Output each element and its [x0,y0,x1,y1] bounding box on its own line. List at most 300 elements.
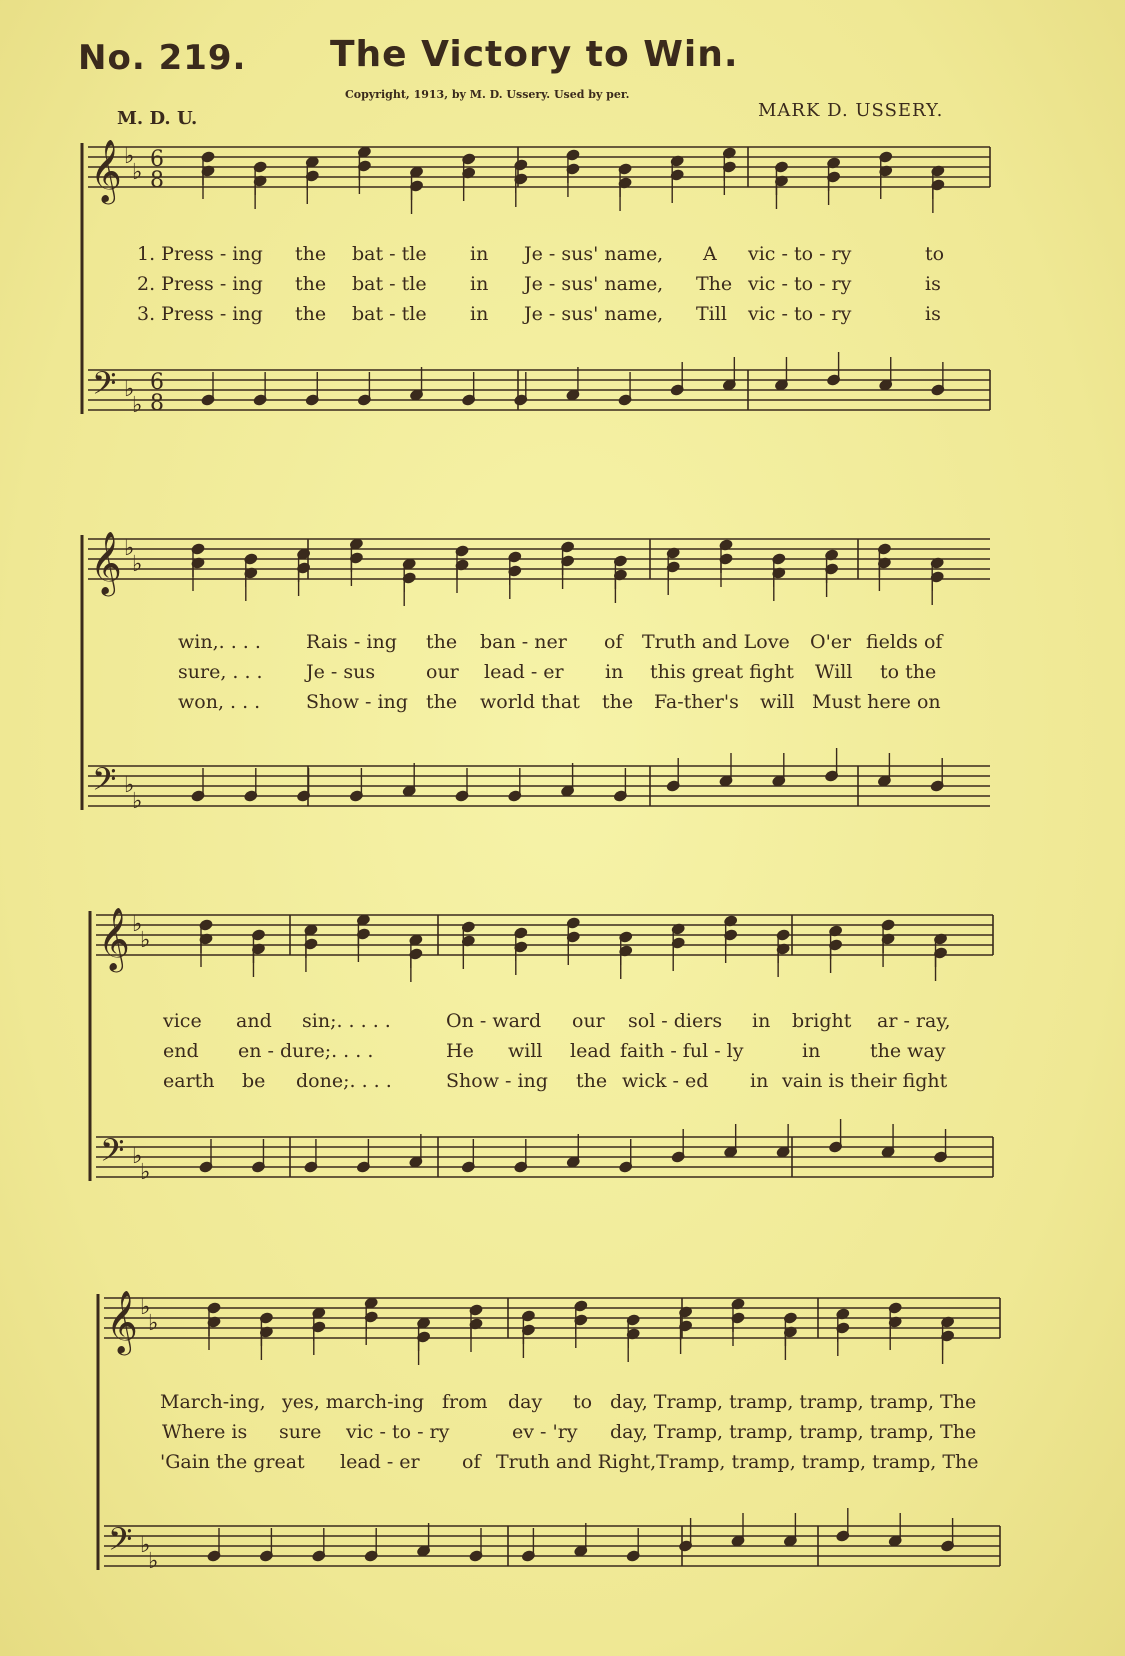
treble-note-icon [251,929,265,942]
lyric-syllable: 3. Press - ing [137,303,263,325]
copyright-notice: Copyright, 1913, by M. D. Ussery. Used by per. [345,88,630,101]
flat-icon: ♭ [132,552,143,577]
treble-note-icon [670,169,684,182]
bass-note-icon [626,1550,640,1563]
treble-note-icon [402,572,416,585]
lyric-syllable: Must here on [812,691,941,713]
lyric-syllable: vic - to - ry [748,273,852,295]
treble-note-icon [199,933,213,946]
verse-1-line-3 [0,1010,1125,1036]
treble-note-icon [618,163,632,176]
treble-note-icon [199,919,213,932]
lyric-syllable: the [295,303,327,325]
bass-note-icon [828,1141,842,1154]
lyric-syllable: in [752,1010,771,1032]
treble-note-icon [244,553,258,566]
treble-note-icon [259,1312,273,1325]
lyric-syllable: in [750,1070,769,1092]
bass-note-icon [560,785,574,798]
treble-note-icon [356,914,370,927]
lyric-syllable: vic - to - ry [346,1421,450,1443]
treble-note-icon [521,1310,535,1323]
verse-3-line-4 [0,1451,1125,1477]
lyric-syllable: to the [880,661,937,683]
treble-note-icon [783,1326,797,1339]
verse-1-line-1 [0,243,1125,269]
lyric-syllable: Je - sus' name, [524,303,664,325]
lyric-syllable: sure, . . . [178,661,263,683]
treble-note-icon [931,165,945,178]
music-credit: M. D. U. [117,108,198,129]
treble-note-icon [461,153,475,166]
treble-note-icon [619,945,633,958]
lyric-syllable: be [242,1070,266,1092]
treble-note-icon [461,921,475,934]
lyric-syllable: vic - to - ry [748,243,852,265]
treble-note-icon [670,155,684,168]
treble-clef-icon: 𝄞 [90,531,122,594]
bass-note-icon [304,1161,318,1174]
flat-icon: ♭ [140,928,151,953]
bass-note-icon [201,394,215,407]
lyric-syllable: to [573,1391,593,1413]
bass-clef-icon: 𝄢 [92,761,117,805]
verse-2-line-1 [0,273,1125,299]
lyric-syllable: sure [279,1421,322,1443]
treble-note-icon [402,558,416,571]
treble-note-icon [731,1298,745,1311]
treble-note-icon [836,1322,850,1335]
lyric-syllable: Show - ing [446,1070,548,1092]
lyric-syllable: is [925,303,941,325]
bass-note-icon [613,790,627,803]
bass-note-icon [618,394,632,407]
treble-note-icon [719,539,733,552]
hymn-number: No. 219. [78,38,247,78]
lyric-syllable: vain is their fight [782,1070,948,1092]
treble-note-icon [191,557,205,570]
treble-note-icon [666,561,680,574]
bass-note-icon [461,394,475,407]
treble-note-icon [824,563,838,576]
lyric-syllable: our [572,1010,605,1032]
treble-note-icon [774,161,788,174]
lyric-syllable: bat - tle [352,243,427,265]
treble-note-icon [940,1316,954,1329]
bass-note-icon [469,1550,483,1563]
bass-note-icon [666,780,680,793]
flat-icon: ♭ [124,377,135,402]
bass-note-icon [783,1535,797,1548]
lyric-syllable: 1. Press - ing [137,243,263,265]
treble-note-icon [671,923,685,936]
treble-note-icon [560,555,574,568]
treble-note-icon [416,1317,430,1330]
time-signature-numerator: 6 [150,370,164,395]
treble-note-icon [719,553,733,566]
lyric-syllable: Je - sus [306,661,376,683]
treble-clef-icon: 𝄞 [98,907,130,970]
lyric-syllable: March-ing, [160,1391,266,1413]
treble-note-icon [933,947,947,960]
lyric-syllable: bat - tle [352,303,427,325]
flat-icon: ♭ [140,1295,151,1320]
verse-1-line-2 [0,631,1125,657]
lyric-syllable: bright [792,1010,852,1032]
treble-clef-icon: 𝄞 [90,139,122,202]
lyric-syllable: He [446,1040,474,1062]
treble-note-icon [888,1302,902,1315]
lyric-syllable: 'Gain the great [160,1451,305,1473]
treble-note-icon [574,1314,588,1327]
treble-note-icon [469,1304,483,1317]
treble-clef-icon: 𝄞 [106,1290,138,1353]
treble-note-icon [879,165,893,178]
treble-note-icon [723,929,737,942]
bass-clef-icon: 𝄢 [100,1132,125,1176]
lyric-syllable: O'er [810,631,852,653]
lyric-syllable: Will [815,661,853,683]
lyric-syllable: lead - er [484,661,564,683]
bass-note-icon [824,770,838,783]
treble-note-icon [666,547,680,560]
treble-note-icon [613,569,627,582]
lyric-syllable: Truth and Love [642,631,790,653]
lyric-syllable: lead - er [340,1451,420,1473]
treble-note-icon [409,948,423,961]
bass-note-icon [931,384,945,397]
bass-note-icon [881,1146,895,1159]
treble-note-icon [508,565,522,578]
treble-note-icon [881,919,895,932]
treble-note-icon [409,180,423,193]
bass-note-icon [461,1161,475,1174]
treble-note-icon [305,170,319,183]
lyric-syllable: of [462,1451,481,1473]
lyric-syllable: end [163,1040,199,1062]
bass-note-icon [409,1156,423,1169]
treble-note-icon [364,1297,378,1310]
treble-note-icon [305,156,319,169]
lyric-syllable: day, Tramp, tramp, tramp, tramp, The [610,1391,977,1413]
bass-note-icon [671,1151,685,1164]
treble-note-icon [207,1316,221,1329]
bass-note-icon [253,394,267,407]
lyric-syllable: our [426,661,459,683]
flat-icon: ♭ [140,1533,151,1558]
treble-note-icon [619,931,633,944]
treble-note-icon [251,943,265,956]
bass-clef-icon: 𝄢 [92,365,117,409]
lyric-syllable: day [508,1391,543,1413]
treble-note-icon [514,159,528,172]
bass-note-icon [722,379,736,392]
lyric-syllable: the [602,691,634,713]
treble-note-icon [201,165,215,178]
bass-note-icon [930,780,944,793]
bass-note-icon [259,1550,273,1563]
lyric-syllable: the [295,273,327,295]
bass-note-icon [296,790,310,803]
treble-note-icon [826,157,840,170]
treble-note-icon [296,548,310,561]
treble-note-icon [469,1318,483,1331]
treble-note-icon [461,167,475,180]
bass-note-icon [508,790,522,803]
lyric-syllable: Truth and Right,Tramp, tramp, tramp, tramp, The [496,1451,979,1473]
treble-note-icon [455,545,469,558]
bass-note-icon [416,1545,430,1558]
treble-note-icon [678,1306,692,1319]
flat-icon: ♭ [132,1144,143,1169]
lyric-syllable: Rais - ing [306,631,397,653]
bass-note-icon [305,394,319,407]
treble-note-icon [244,567,258,580]
treble-note-icon [296,562,310,575]
lyric-syllable: A [703,243,717,265]
treble-note-icon [940,1330,954,1343]
treble-note-icon [930,571,944,584]
lyric-syllable: vic - to - ry [748,303,852,325]
treble-note-icon [574,1300,588,1313]
verse-3-line-1 [0,303,1125,329]
treble-note-icon [514,941,528,954]
bass-note-icon [191,790,205,803]
lyric-syllable: 2. Press - ing [137,273,263,295]
lyric-syllable: in [470,273,489,295]
hymn-title: The Victory to Win. [330,34,739,75]
treble-note-icon [828,925,842,938]
bass-note-icon [877,775,891,788]
lyric-syllable: win,. . . . [178,631,261,653]
treble-note-icon [560,541,574,554]
treble-note-icon [776,929,790,942]
lyric-syllable: ar - ray, [877,1010,951,1032]
lyric-syllable: the [295,243,327,265]
lyric-syllable: done;. . . . [296,1070,392,1092]
treble-note-icon [931,179,945,192]
lyric-syllable: sin;. . . . . [302,1010,391,1032]
lyric-syllable: Till [696,303,727,325]
note-glyphs [90,139,955,1574]
flat-icon: ♭ [124,773,135,798]
lyric-syllable: Where is [162,1421,248,1443]
lyric-syllable: The [696,273,733,295]
bass-note-icon [244,790,258,803]
treble-note-icon [626,1314,640,1327]
bass-note-icon [933,1151,947,1164]
lyric-syllable: in [802,1040,821,1062]
treble-note-icon [409,934,423,947]
treble-note-icon [723,915,737,928]
bass-note-icon [774,379,788,392]
flat-icon: ♭ [148,1311,159,1336]
treble-note-icon [877,557,891,570]
bass-note-icon [402,785,416,798]
treble-note-icon [772,567,786,580]
time-signature-denominator: 8 [150,391,164,416]
lyric-syllable: the [576,1070,608,1092]
bass-note-icon [574,1545,588,1558]
verse-2-line-2 [0,661,1125,687]
flat-icon: ♭ [132,160,143,185]
treble-note-icon [191,543,205,556]
treble-note-icon [304,938,318,951]
bass-note-icon [349,790,363,803]
treble-note-icon [312,1307,326,1320]
treble-note-icon [508,551,522,564]
lyric-syllable: ban - ner [480,631,567,653]
treble-note-icon [828,939,842,952]
treble-note-icon [349,538,363,551]
treble-note-icon [349,552,363,565]
bass-note-icon [940,1540,954,1553]
lyric-syllable: earth [163,1070,215,1092]
treble-note-icon [416,1331,430,1344]
treble-note-icon [722,147,736,160]
flat-icon: ♭ [148,1549,159,1574]
lyric-syllable: is [925,273,941,295]
verse-2-line-3 [0,1040,1125,1066]
time-signature-numerator: 6 [150,147,164,172]
treble-note-icon [253,161,267,174]
treble-note-icon [312,1321,326,1334]
bass-clef-icon: 𝄢 [108,1521,133,1565]
treble-note-icon [678,1320,692,1333]
treble-note-icon [253,175,267,188]
treble-note-icon [455,559,469,572]
treble-note-icon [304,924,318,937]
time-signature-denominator: 8 [150,168,164,193]
lyric-syllable: Fa-ther's [654,691,739,713]
lyric-syllable: sol - diers [628,1010,723,1032]
bass-note-icon [678,1540,692,1553]
lyric-syllable: will [760,691,795,713]
bass-note-icon [357,394,371,407]
lyric-syllable: fields of [866,631,943,653]
flat-icon: ♭ [132,912,143,937]
treble-note-icon [836,1308,850,1321]
bass-note-icon [719,775,733,788]
lyric-syllable: of [604,631,623,653]
treble-note-icon [826,171,840,184]
bass-note-icon [776,1146,790,1159]
lyric-syllable: in [470,303,489,325]
verse-3-line-2 [0,691,1125,717]
treble-note-icon [357,160,371,173]
lyric-syllable: vice [163,1010,202,1032]
lyric-syllable: Je - sus' name, [524,273,664,295]
treble-note-icon [783,1312,797,1325]
treble-note-icon [613,555,627,568]
verse-1-line-4 [0,1391,1125,1417]
treble-note-icon [776,943,790,956]
lyric-syllable: On - ward [446,1010,542,1032]
bass-note-icon [312,1550,326,1563]
lyric-syllable: bat - tle [352,273,427,295]
flat-icon: ♭ [132,789,143,814]
treble-note-icon [722,161,736,174]
bass-note-icon [566,389,580,402]
lyric-syllable: the [426,691,458,713]
lyric-syllable: will [508,1040,543,1062]
lyric-syllable: world that [480,691,580,713]
treble-note-icon [930,557,944,570]
lyric-syllable: lead [570,1040,611,1062]
bass-note-icon [566,1156,580,1169]
lyric-syllable: Je - sus' name, [524,243,664,265]
bass-note-icon [888,1535,902,1548]
bass-note-icon [199,1161,213,1174]
treble-note-icon [566,149,580,162]
treble-note-icon [566,917,580,930]
bass-note-icon [619,1161,633,1174]
treble-note-icon [207,1302,221,1315]
treble-note-icon [461,935,475,948]
bass-note-icon [455,790,469,803]
verse-2-line-4 [0,1421,1125,1447]
flat-icon: ♭ [124,536,135,561]
bass-note-icon [364,1550,378,1563]
lyric-syllable: yes, march-ing [282,1391,425,1413]
lyric-syllable: faith - ful - ly [620,1040,744,1062]
treble-note-icon [566,931,580,944]
bass-note-icon [836,1530,850,1543]
lyric-syllable: wick - ed [622,1070,709,1092]
lyric-syllable: to [925,243,945,265]
lyric-syllable: Show - ing [306,691,408,713]
lyric-syllable: ev - 'ry [512,1421,578,1443]
treble-note-icon [618,177,632,190]
treble-note-icon [772,553,786,566]
treble-note-icon [933,933,947,946]
bass-note-icon [207,1550,221,1563]
treble-note-icon [357,146,371,159]
verse-3-line-3 [0,1070,1125,1096]
bass-note-icon [879,379,893,392]
treble-note-icon [881,933,895,946]
flat-icon: ♭ [132,393,143,418]
bass-note-icon [251,1161,265,1174]
treble-note-icon [364,1311,378,1324]
treble-note-icon [356,928,370,941]
lyric-syllable: and [236,1010,272,1032]
bass-note-icon [356,1161,370,1174]
bass-note-icon [670,384,684,397]
treble-note-icon [514,927,528,940]
flat-icon: ♭ [140,1160,151,1185]
lyric-syllable: en - dure;. . . . [238,1040,374,1062]
bass-note-icon [723,1146,737,1159]
treble-note-icon [566,163,580,176]
flat-icon: ♭ [124,144,135,169]
bass-note-icon [514,1161,528,1174]
treble-note-icon [201,151,215,164]
lyric-syllable: this great fight [650,661,794,683]
treble-note-icon [514,173,528,186]
lyric-syllable: day, Tramp, tramp, tramp, tramp, The [610,1421,977,1443]
bass-note-icon [521,1550,535,1563]
words-credit: MARK D. USSERY. [758,100,944,121]
bass-note-icon [409,389,423,402]
treble-note-icon [409,166,423,179]
lyric-syllable: in [470,243,489,265]
treble-note-icon [259,1326,273,1339]
treble-note-icon [521,1324,535,1337]
bass-note-icon [772,775,786,788]
bass-note-icon [731,1535,745,1548]
treble-note-icon [888,1316,902,1329]
